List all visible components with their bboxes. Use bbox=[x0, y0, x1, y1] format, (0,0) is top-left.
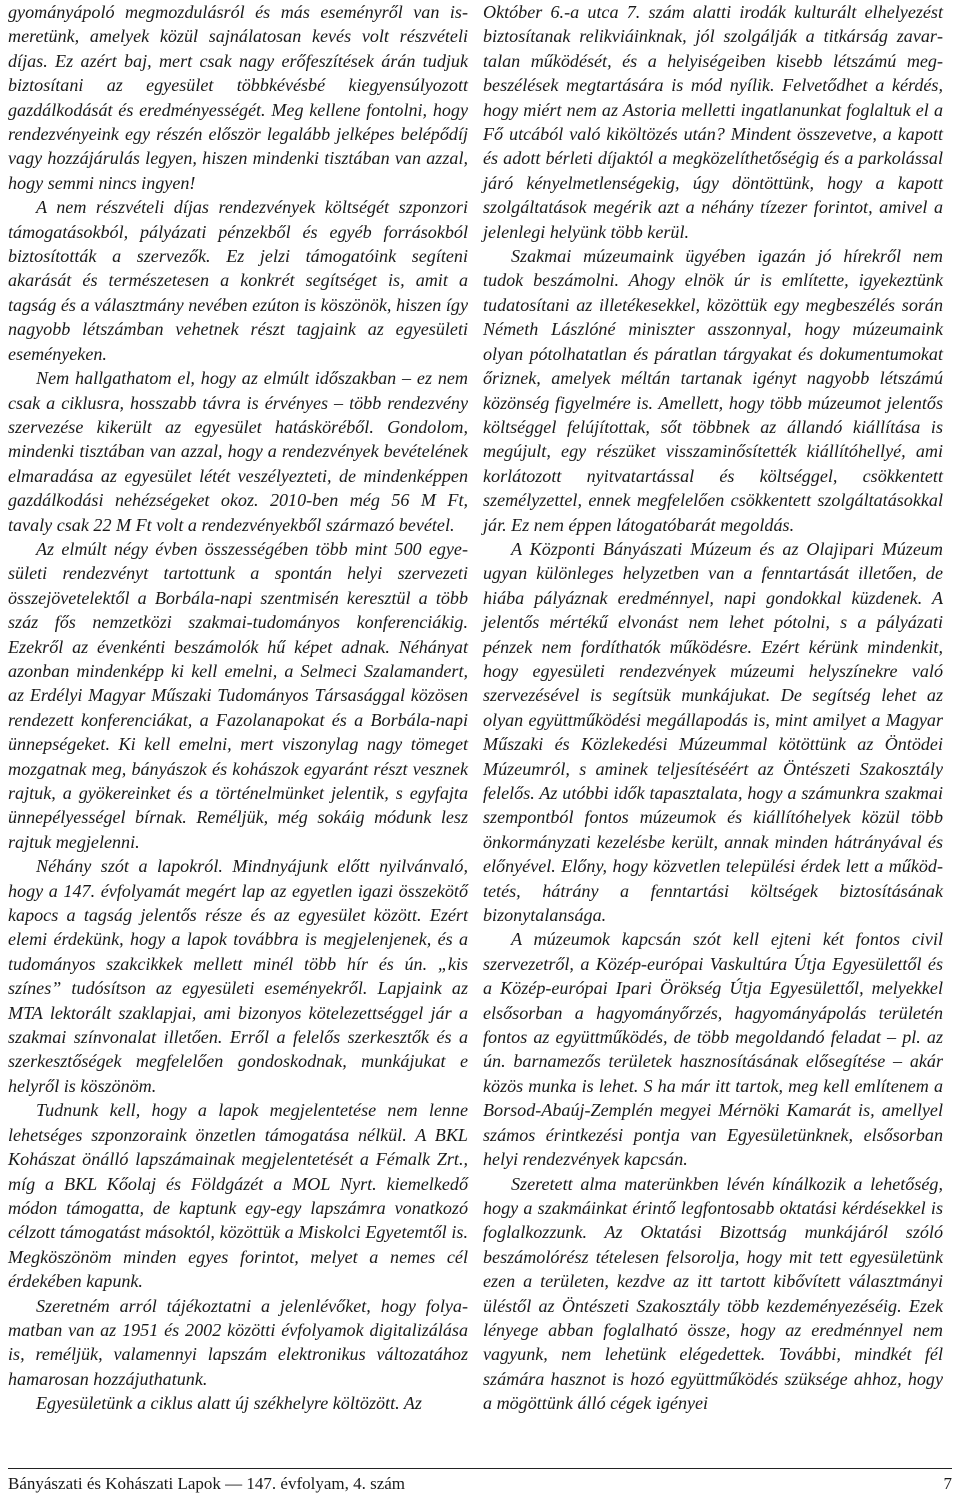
paragraph: A nem részvételi díjas rendezvények költségét szponzori támogatásokból, pályázati pénzekből és egyéb forrásokból biztosították a szervezők. Ez jelzi támogatóink segíteni akarását és természetesen a konkrét segítséget is, amit a tagság és a választmány nevében ezúton is köszönök, hiszen így nagyobb létszámban vehetnek részt tagjaink az egyesületi eseményeken. bbox=[8, 197, 468, 364]
paragraph: Szeretett alma materünkben lévén kínálkozik a lehetőség, hogy a szakmáinkat érintő legfontosabb oktatási kérdésekkel is foglalkozzunk. Az Oktatási Bizottság munkájáról szóló beszámolórész tételesen felsorolja, hogy mit tett egyesületünk ezen a területen, kezdve az itt tartott kibővített választmányi üléstől az Öntészeti Szakosztály több kezdeményezéséig. Ezek lényege abban foglalható össze, hogy az eredménnyel nem vagyunk, nem lehetünk elégedettek. További, mindkét fél számára hasznot is hozó együttműködés szüksége ahhoz, hogy a mögöttünk álló cégek igényei bbox=[483, 1173, 943, 1414]
left-column bbox=[8, 0, 468, 1416]
paragraph: Néhány szót a lapokról. Mindnyájunk előtt nyilvánvaló, hogy a 147. évfolyamát megért lap az egyetlen igazi összekötő kapocs a tagság jelentős része és az egyesület között. Ezért elemi érdekünk, hogy a lapok továbbra is megjelenjenek, és a tudományos szakcikkek mellett minél több hír és ún. „kis színes” tudósítson az egyesületi eseményekről. Lapjaink az MTA lektorált szaklapjai, ami bizonyos kötelezettséggel jár a szakmai színvonalat illetően. Erről a felelős szerkesztők és a szerkesztőségek megfelelően gondoskodnak, munkájukat e helyről is köszönöm. bbox=[8, 856, 468, 1096]
paragraph: Nem hallgathatom el, hogy az elmúlt időszakban – ez nem csak a ciklusra, hosszabb távra is érvényes – több rendezvény szervezése kikerült az egyesület hatásköréből. Gondolom, mindenki tisztában van azzal, hogy a rendezvények bevételének elmaradása az egyesület létét veszélyezteti, de mindenképpen gazdálkodási nehézségeket okoz. 2010-ben még 56 M Ft, tavaly csak 22 M Ft volt a rendezvényekből származó bevétel. bbox=[8, 368, 468, 535]
page-number: 7 bbox=[943, 1474, 952, 1493]
paragraph: Tudnunk kell, hogy a lapok megjelentetése nem lenne lehetséges szponzoraink önzetlen támogatása nélkül. A BKL Kohászat önálló lapszámainak megjelentetését a Fémalk Zrt., míg a BKL Kőolaj és Földgázét a MOL Nyrt. kiemelkedő módon támogatta, de kaptunk egy-egy lapszámra vonatkozó célzott támogatást másoktól, közöttük a Miskolci Egyetemtől is. Megköszönöm minden egyes forintot, melyet a nemes cél érdekében kapunk. bbox=[8, 1100, 468, 1292]
paragraph: Október 6.-a utca 7. szám alatti irodák kulturált elhelyezést biztosítanak relikviáinknak, jól szolgálják a titkárság zavartalan működését, és a helyiségeiben kisebb létszámú megbeszélések megtartására is mód nyílik. Felvetődhet a kérdés, hogy miért nem az Astoria melletti ingatlanunkat foglaltuk el a Fő utcából való kiköltözés után? Mindent összevetve, a kapott és adott bérleti díjaktól a megközelíthetőségig és a parkolással járó kényelmetlenségekig, úgy döntöttünk, hogy a kapott szolgáltatások megérik azt a néhány tízezer forintot, amivel a jelenlegi helyünk több kerül. bbox=[483, 2, 943, 242]
footer-divider bbox=[8, 1468, 952, 1469]
right-column bbox=[483, 0, 943, 1416]
paragraph: Egyesületünk a ciklus alatt új székhelyre költözött. Az bbox=[36, 1393, 422, 1414]
paragraph: Szakmai múzeumaink ügyében igazán jó hírekről nem tudok beszámolni. Ahogy elnök úr is említette, igyekeztünk tudatosítani az illetékesekkel, közöttük egy megbeszélés során Németh Lászlóné miniszter asszonnyal, hogy múzeumaink olyan pótolhatatlan és páratlan tárgyakat és dokumentumokat őriznek, amelyek méltán tartanak igényt nagyobb létszámú közönség figyelmére is. Amellett, hogy több múzeumot jelentős költséggel felújítottak, sőt többnek az állandó kiállítása is megújult, egy részüket visszaminősítették kiállítóhellyé, ami korlátozott nyitvatartással és költséggel, csökkentett személyzettel, ennek megfelelően csökkentett szolgáltatásokkal jár. Ez nem éppen látogatóbarát megoldás. bbox=[483, 246, 943, 535]
paragraph: Az elmúlt négy évben összességében több mint 500 egyesületi rendezvényt tartottunk a spontán helyi szervezeti összejövetelektől a Borbála-napi szentmisén keresztül a több száz fős nemzetközi szakmai-tudományos konferenciákig. Ezekről az évenkénti beszámolók hű képet adnak. Néhányat azonban mindenképp ki kell emelni, a Selmeci Szalamandert, az Erdélyi Magyar Műszaki Tudományos Társasággal közösen rendezett konferenciákat, a Fazolanapokat és a Borbála-napi ünnepségeket. Ki kell emelni, mert viszonylag nagy tömeget mozgatnak meg, bányászok és kohászok egyaránt részt vesznek rajtuk, a gyökereinket és a történelmünket jelentik, s egyfajta ünnepélyességel bírnak. Reméljük, még sokáig módunk lesz rajtuk megjelenni. bbox=[8, 538, 468, 852]
journal-title: Bányászati és Kohászati Lapok — 147. évfolyam, 4. szám bbox=[8, 1474, 406, 1493]
paragraph: A Központi Bányászati Múzeum és az Olajipari Múzeum ugyan különleges helyzetben van a fenntartását illetően, de hiába pályáznak eredménnyel, napi gondokkal küzdenek. A jelentős mértékű elvonást nem lehet pótolni, s a pályázati pénzek nem fordíthatók működésre. Ezért kérünk mindenkit, hogy egyesületi rendezvények múzeumi helyszínekre való szervezésével is segítsük munkájukat. De segítség lehet az olyan együttműködési megállapodás is, mint amilyet a Magyar Műszaki és Közlekedési Múzeummal kötöttünk az Öntödei Múzeumról, s aminek teljesítéséért az Öntészeti Szakosztály felelős. Az utóbbi idők tapasztalata, hogy a számunkra szakmai szempontból fontos múzeumok és kiállítóhelyek közül több önkormányzati kezelésbe került, annak minden hátrányával és előnyével. Előny, hogy közvetlen települési érdek lett a működtetés, hátrány a fenntartási költségek biztosításának bizonytalansága. bbox=[483, 538, 943, 926]
paragraph: A múzeumok kapcsán szót kell ejteni két fontos civil szervezetről, a Közép-európai Vaskultúra Útja Egyesülettől és a Közép-európai Ipari Örökség Útja Egyesülettől, melyekkel elsősorban a hagyományőrzés, hagyományápolás területén fontos az együttműködés, de több megoldandó feladat – pl. az ún. barnamezős területek hasznosításának elősegítése – akár közös munka is lehet. S ha már itt tartok, meg kell említenem a Borsod-Abaúj-Zemplén megyei Mérnöki Kamarát is, amellyel számos érintkezési pontja van Egyesületünknek, elsősorban helyi rendezvények kapcsán. bbox=[483, 929, 943, 1170]
page-footer bbox=[8, 1472, 952, 1496]
paragraph: gyományápoló megmozdulásról és más eseményről van ismeretünk, amelyek közül sajnálatosan kevés volt részvételi díjas. Ez azért baj, mert csak nagy erőfeszítések árán tudjuk biztosítani az egyesület többkévésbé kiegyensúlyozott gazdálkodását és eredményességét. Meg kellene fontolni, hogy rendezvényeink egy részén először legalább jelképes belépődíj vagy hozzájárulás legyen, hiszen mindenki tisztában van azzal, hogy semmi nincs ingyen! bbox=[8, 2, 468, 193]
paragraph: Szeretném arról tájékoztatni a jelenlévőket, hogy folyamatban van az 1951 és 2002 közötti évfolyamok digitalizálása is, reméljük, valamennyi lapszám elektronikus változatához hamarosan hozzájuthatunk. bbox=[8, 1295, 468, 1389]
